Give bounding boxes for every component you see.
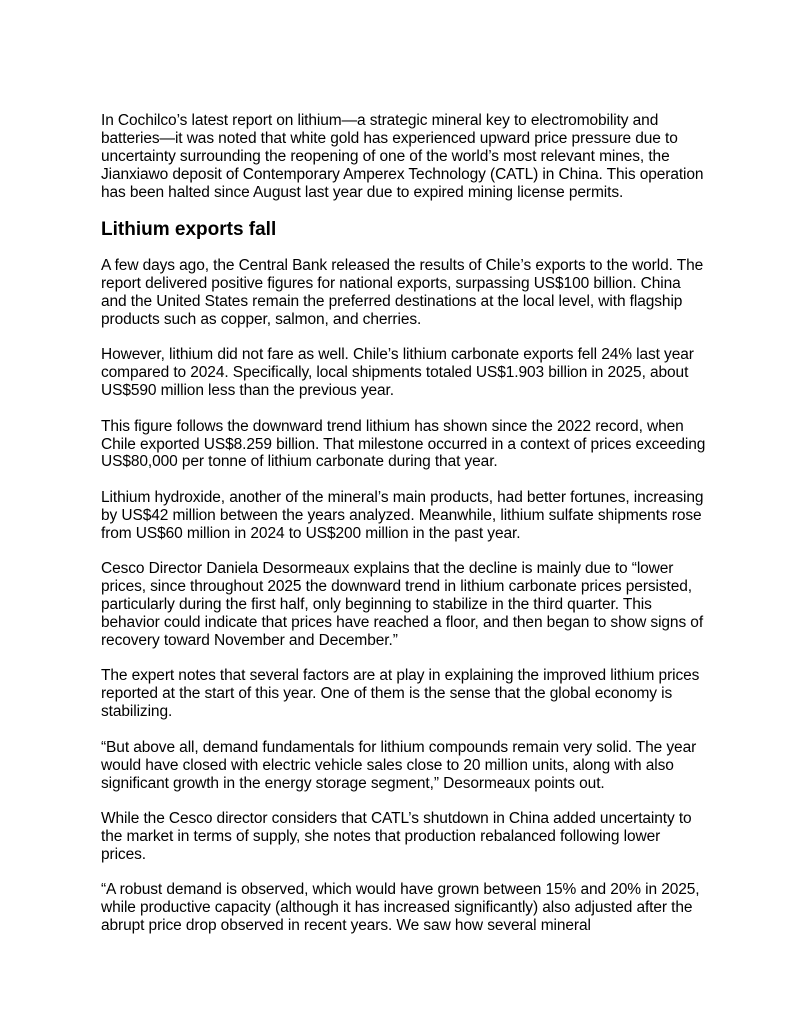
paragraph-catl: While the Cesco director considers that CATL’s shutdown in China added uncertainty to the market in terms of supply, she notes that production rebalanced following lower prices. [101,810,692,863]
article-body [101,112,706,953]
paragraph-demand: “But above all, demand fundamentals for lithium compounds remain very solid. The year would have closed with electric vehicle sales close to 20 million units, along with also significant growth in the energy storage segment,” Desormeaux points out. [101,738,697,792]
paragraph-trend: This figure follows the downward trend lithium has shown since the 2022 record, when Chile exported US$8.259 billion. That milestone occurred in a context of prices exceeding US$80,000 per tonne of lithium carbonate during that year. [101,417,706,471]
paragraph-factors: The expert notes that several factors are at play in explaining the improved lithium prices reported at the start of this year. One of them is the sense that the global economy is stabilizing. [101,667,700,721]
paragraph-hydroxide: Lithium hydroxide, another of the mineral’s main products, had better fortunes, increasing by US$42 million between the years analyzed. Meanwhile, lithium sulfate shipments rose from US$60 million in 2024 to US$200 million in the past year. [101,488,704,542]
paragraph-exports: A few days ago, the Central Bank released the results of Chile’s exports to the world. The report delivered positive figures for national exports, surpassing US$100 billion. China and the United States remain the preferred destinations at the local level, with flagship products such as copper, salmon, and cherries. [101,257,704,328]
intro-paragraph: In Cochilco’s latest report on lithium—a strategic mineral key to electromobility and batteries—it was noted that white gold has experienced upward price pressure due to uncertainty surrounding the reopening of one of the world’s most relevant mines, the Jianxiawo deposit of Contemporary Amperex Technology (CATL) in China. This operation has been halted since August last year due to expired mining license permits. [101,112,704,201]
paragraph-cesco-quote: Cesco Director Daniela Desormeaux explains that the decline is mainly due to “lower prices, since throughout 2025 the downward trend in lithium carbonate prices persisted, particularly during the first half, only beginning to stabilize in the third quarter. This behavior could indicate that prices have reached a floor, and then began to show signs of recovery toward November and December.” [101,560,704,649]
paragraph-carbonate: However, lithium did not fare as well. Chile’s lithium carbonate exports fell 24% last year compared to 2024. Specifically, local shipments totaled US$1.903 billion in 2025, about US$590 million less than the previous year. [101,346,694,400]
paragraph-robust-demand: “A robust demand is observed, which would have grown between 15% and 20% in 2025, while productive capacity (although it has increased significantly) also adjusted after the abrupt price drop observed in recent years. We saw how several mineral [101,881,700,935]
section-heading: Lithium exports fall [101,219,277,241]
